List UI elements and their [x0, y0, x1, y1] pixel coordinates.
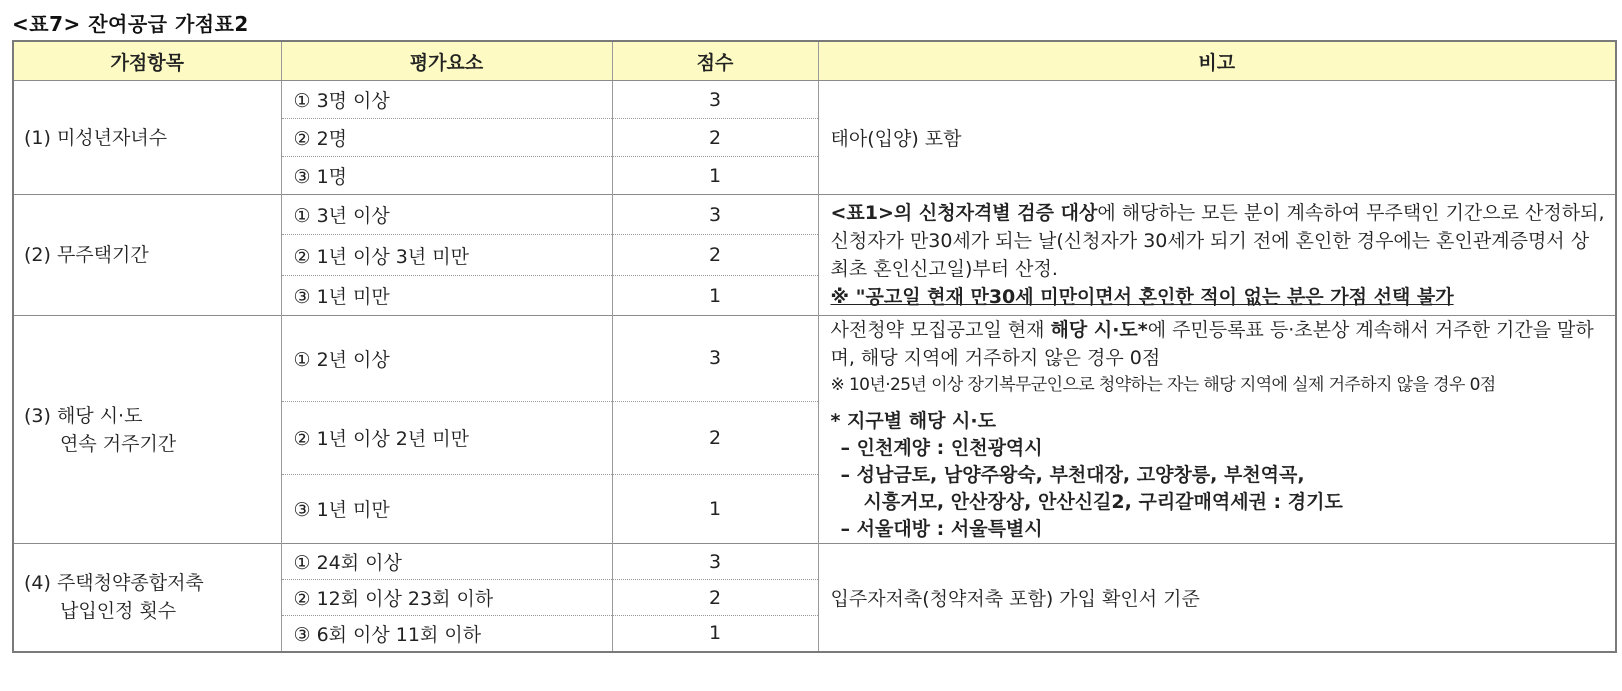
- note-bold-text: <표1>의 신청자격별 검증 대상: [830, 202, 1098, 224]
- element-cell: ② 2명: [281, 119, 612, 157]
- item-label: (4) 주택청약종합저축: [24, 572, 204, 595]
- note-body-text: 에 해당하는 모든 분이 계속하여 무주택인 기간으로 산정하되, 신청자가 만30세가 되는 날(신청자가 30세가 되기 전에 혼인한 경우에는 혼인관계증명서 상 최초 혼인신고일)부터 산정.: [830, 202, 1605, 280]
- item-label: (2) 무주택기간: [24, 244, 149, 266]
- element-cell: ① 3년 이상: [281, 195, 612, 235]
- score-cell: 2: [612, 580, 818, 616]
- note-cell: [818, 81, 1616, 195]
- score-cell: 3: [612, 81, 818, 119]
- header-score: 점수: [612, 41, 818, 81]
- district-item: – 서울대방 : 서울특별시: [840, 518, 1043, 540]
- table-row: [13, 195, 1616, 235]
- table-row: [13, 316, 1616, 402]
- header-element: 평가요소: [281, 41, 612, 81]
- note-warning: ※ "공고일 현재 만30세 미만이면서 혼인한 적이 없는 분은 가점 선택 불가: [830, 286, 1454, 308]
- element-cell: ③ 1년 미만: [281, 276, 612, 316]
- table-row: [13, 81, 1616, 119]
- note-pre-text: 사전청약 모집공고일 현재: [830, 319, 1051, 341]
- item-cell-homeless-period: [13, 195, 281, 316]
- element-cell: ① 24회 이상: [281, 544, 612, 580]
- table-title: <표7> 잔여공급 가점표2: [12, 12, 249, 36]
- score-cell: 2: [612, 235, 818, 276]
- note-small-text: ※ 10년·25년 이상 장기복무군인으로 청약하는 자는 해당 지역에 실제 거주하지 않을 경우 0점: [830, 375, 1496, 395]
- score-cell: 1: [612, 157, 818, 195]
- element-cell: ③ 6회 이상 11회 이하: [281, 616, 612, 652]
- score-cell: 1: [612, 474, 818, 543]
- table-row: [13, 544, 1616, 580]
- element-cell: ② 1년 이상 2년 미만: [281, 401, 612, 474]
- score-cell: 3: [612, 316, 818, 402]
- note-cell: [818, 316, 1616, 544]
- score-cell: 3: [612, 195, 818, 235]
- district-item: – 인천계양 : 인천광역시: [840, 437, 1043, 459]
- score-cell: 1: [612, 276, 818, 316]
- element-cell: ③ 1명: [281, 157, 612, 195]
- district-item-cont: 시흥거모, 안산장상, 안산신길2, 구리갈매역세권 : 경기도: [863, 491, 1343, 513]
- note-bold-text: 해당 시·도*: [1050, 319, 1148, 341]
- header-item: 가점항목: [13, 41, 281, 81]
- note-text: 입주자저축(청약저축 포함) 가입 확인서 기준: [830, 587, 1200, 610]
- note-text: [831, 316, 1608, 372]
- note-text: [831, 199, 1608, 283]
- note-post-text: 에 주민등록표 등·초본상 계속해서 거주한 기간을 말하며, 해당 지역에 거주하지 않은 경우 0점: [830, 319, 1594, 369]
- item-label-cont: 납입인정 횟수: [60, 600, 177, 623]
- item-cell-children: [13, 81, 281, 195]
- note-text: 태아(입양) 포함: [830, 128, 962, 150]
- score-cell: 1: [612, 616, 818, 652]
- item-label-cont: 연속 거주기간: [60, 432, 177, 455]
- note-cell: [818, 195, 1616, 316]
- element-cell: ② 12회 이상 23회 이하: [281, 580, 612, 616]
- header-note: 비고: [818, 41, 1616, 81]
- item-label: (3) 해당 시·도: [24, 404, 143, 427]
- district-list: [831, 408, 1608, 543]
- district-item: – 성남금토, 남양주왕숙, 부천대장, 고양창릉, 부천역곡,: [840, 464, 1305, 486]
- score-table: [12, 40, 1617, 653]
- element-cell: ① 2년 이상: [281, 316, 612, 402]
- score-cell: 2: [612, 401, 818, 474]
- score-cell: 3: [612, 544, 818, 580]
- element-cell: ② 1년 이상 3년 미만: [281, 235, 612, 276]
- header-row: [13, 41, 1616, 81]
- item-cell-residence-period: [13, 316, 281, 544]
- score-cell: 2: [612, 119, 818, 157]
- element-cell: ① 3명 이상: [281, 81, 612, 119]
- element-cell: ③ 1년 미만: [281, 474, 612, 543]
- item-label: (1) 미성년자녀수: [24, 126, 168, 149]
- district-title: * 지구별 해당 시·도: [830, 410, 996, 432]
- item-cell-savings-count: [13, 544, 281, 652]
- note-cell: [818, 544, 1616, 652]
